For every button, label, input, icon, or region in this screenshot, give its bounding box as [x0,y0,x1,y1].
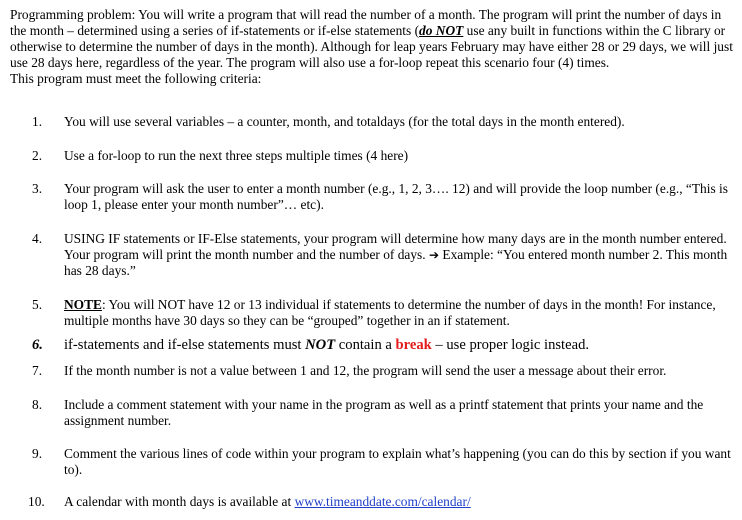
criteria-heading: This program must meet the following criteria: [10,71,262,86]
item-text-group [64,297,734,329]
item-number: 7. [32,363,43,378]
problem-text-start: Programming problem: You will write a program that will read the number of a month. The program will print the number of days in the month – determined using a series of if-statements or if-else statements ( [10,7,722,38]
item-text: Comment the various lines of code within your program to explain what’s happening (you can do this by section if you want to). [64,446,731,477]
item-text: If the month number is not a value between 1 and 12, the program will send the user a message about their error. [64,363,667,378]
item-text-group [64,494,734,510]
item-text: You will use several variables – a counter, month, and totaldays (for the total days in the month entered). [64,114,625,129]
note-label: NOTE [64,297,102,312]
item-example-text: Example: “You entered month number 2. This month has 28 days.” [64,247,728,278]
item-number: 2. [32,148,43,163]
item-number: 9. [32,446,43,461]
item-text: Use a for-loop to run the next three steps multiple times (4 here) [64,148,409,163]
item-text: Your program will ask the user to enter a month number (e.g., 1, 2, 3…. 12) and will provide the loop number (e.g., “This is loop 1, please enter your month number”… etc). [64,181,728,212]
item-number: 1. [32,114,43,129]
item-text-end: – use proper logic instead. [431,337,590,353]
item-text: A calendar with month days is available at [64,494,295,509]
item-text: USING IF statements or IF-Else statements, your program will determine how many days are in the month number entered. Your program will print the month number and the number of days. [64,231,727,262]
problem-paragraph [10,7,734,71]
item-text-start: if-statements and if-else statements must [64,337,306,353]
item-number: 4. [32,231,43,246]
item-number: 5. [32,297,43,312]
item-text-middle: contain a [335,337,396,353]
item-text: : You will NOT have 12 or 13 individual if statements to determine the number of days in the month! For instance, multiple months have 30 days so they can be “grouped” together in an if statement. [64,297,716,328]
calendar-link[interactable]: www.timeanddate.com/calendar/ [294,494,471,509]
item-text-group [64,231,734,279]
not-emphasis: NOT [305,337,336,353]
item-number: 3. [32,181,43,196]
problem-statement [10,7,734,87]
break-keyword: break [395,337,432,353]
do-not-emphasis: do NOT [419,23,464,38]
item-number: 6. [32,337,43,353]
problem-text-end: use any built in functions within the C library or otherwise to determine the number of days in the month). Although for leap years February may have either 28 or 29 days, we will just use 28 days here, regardless of the year. The program will also use a for-loop repeat this scenario four (4) times. [10,23,733,70]
item-number: 10. [28,494,45,509]
item-number: 8. [32,397,43,412]
right-arrow-icon: ➔ [428,248,440,262]
item-text: Include a comment statement with your name in the program as well as a printf statement that prints your name and the assignment number. [64,397,704,428]
item-text-group [64,337,734,353]
